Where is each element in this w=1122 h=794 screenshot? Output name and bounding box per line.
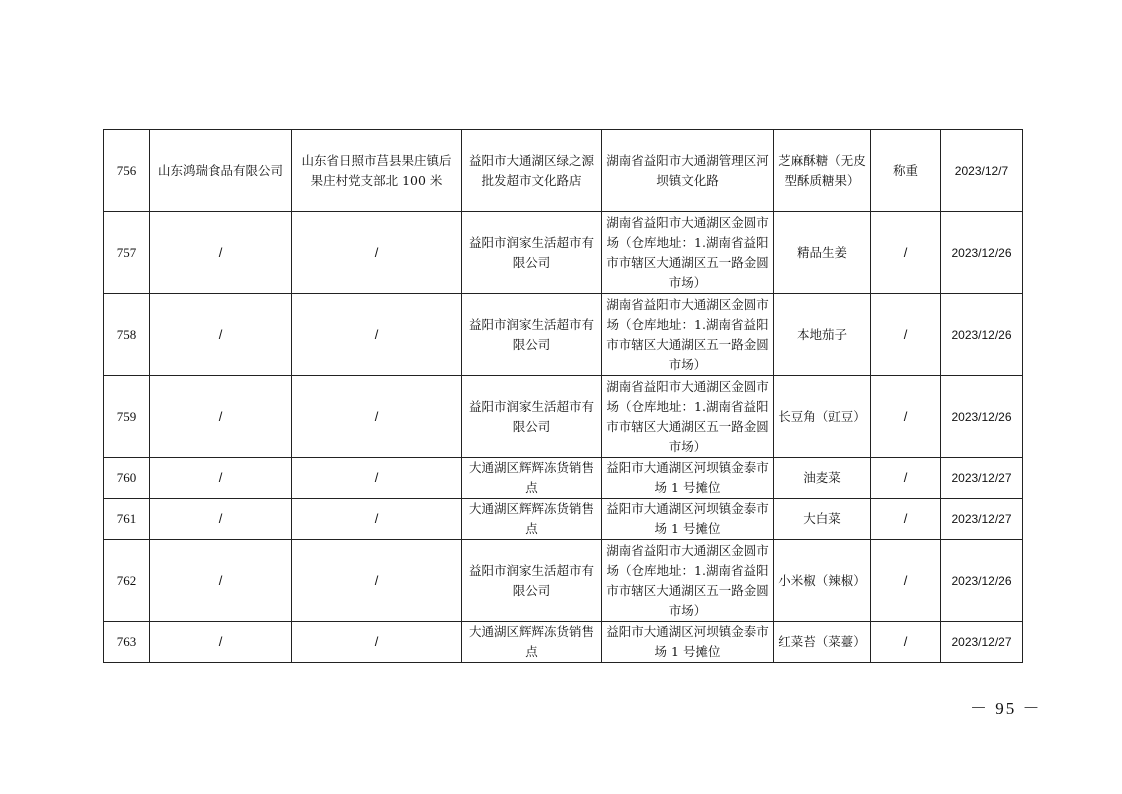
spec-cell: / [871, 540, 941, 622]
producer-name-cell: / [150, 540, 292, 622]
date-cell: 2023/12/27 [941, 499, 1023, 540]
product-name-cell: 油麦菜 [774, 458, 871, 499]
date-cell: 2023/12/26 [941, 540, 1023, 622]
seller-address-cell: 湖南省益阳市大通湖管理区河坝镇文化路 [602, 130, 774, 212]
table-row [104, 294, 1023, 376]
date-cell: 2023/12/27 [941, 622, 1023, 663]
seller-name-cell: 大通湖区辉辉冻货销售点 [462, 622, 602, 663]
table-row [104, 130, 1023, 212]
date-cell: 2023/12/26 [941, 212, 1023, 294]
seller-name-cell: 益阳市润家生活超市有限公司 [462, 540, 602, 622]
product-name-cell: 大白菜 [774, 499, 871, 540]
table-row [104, 540, 1023, 622]
producer-address-cell: / [292, 294, 462, 376]
table-row [104, 622, 1023, 663]
producer-name-cell: / [150, 294, 292, 376]
seller-address-cell: 湖南省益阳市大通湖区金圆市场（仓库地址：1.湖南省益阳市市辖区大通湖区五一路金圆市场） [602, 294, 774, 376]
row-number-cell: 759 [104, 376, 150, 458]
seller-name-cell: 大通湖区辉辉冻货销售点 [462, 499, 602, 540]
sampling-table [103, 129, 1023, 663]
seller-name-cell: 益阳市大通湖区绿之源批发超市文化路店 [462, 130, 602, 212]
table-row [104, 376, 1023, 458]
seller-name-cell: 大通湖区辉辉冻货销售点 [462, 458, 602, 499]
product-name-cell: 本地茄子 [774, 294, 871, 376]
producer-address-cell: / [292, 458, 462, 499]
producer-name-cell: / [150, 499, 292, 540]
seller-address-cell: 湖南省益阳市大通湖区金圆市场（仓库地址：1.湖南省益阳市市辖区大通湖区五一路金圆市场） [602, 212, 774, 294]
producer-name-cell: / [150, 376, 292, 458]
product-name-cell: 长豆角（豇豆） [774, 376, 871, 458]
producer-address-cell: / [292, 376, 462, 458]
seller-address-cell: 湖南省益阳市大通湖区金圆市场（仓库地址：1.湖南省益阳市市辖区大通湖区五一路金圆市场） [602, 376, 774, 458]
spec-cell: / [871, 499, 941, 540]
date-cell: 2023/12/27 [941, 458, 1023, 499]
spec-cell: / [871, 376, 941, 458]
producer-address-cell: / [292, 540, 462, 622]
date-cell: 2023/12/26 [941, 376, 1023, 458]
producer-address-cell: / [292, 499, 462, 540]
producer-address-cell: 山东省日照市莒县果庄镇后果庄村党支部北 100 米 [292, 130, 462, 212]
producer-name-cell: / [150, 212, 292, 294]
table-row [104, 458, 1023, 499]
table-row [104, 499, 1023, 540]
product-name-cell: 小米椒（辣椒） [774, 540, 871, 622]
row-number-cell: 758 [104, 294, 150, 376]
product-name-cell: 红菜苔（菜薹） [774, 622, 871, 663]
producer-name-cell: / [150, 458, 292, 499]
spec-cell: 称重 [871, 130, 941, 212]
producer-name-cell: 山东鸿瑞食品有限公司 [150, 130, 292, 212]
spec-cell: / [871, 458, 941, 499]
row-number-cell: 757 [104, 212, 150, 294]
page-number: － 95 － [970, 699, 1042, 718]
product-name-cell: 芝麻酥糖（无皮型酥质糖果） [774, 130, 871, 212]
seller-address-cell: 益阳市大通湖区河坝镇金泰市场 1 号摊位 [602, 458, 774, 499]
spec-cell: / [871, 294, 941, 376]
row-number-cell: 760 [104, 458, 150, 499]
seller-name-cell: 益阳市润家生活超市有限公司 [462, 294, 602, 376]
row-number-cell: 761 [104, 499, 150, 540]
seller-name-cell: 益阳市润家生活超市有限公司 [462, 212, 602, 294]
seller-address-cell: 益阳市大通湖区河坝镇金泰市场 1 号摊位 [602, 499, 774, 540]
seller-address-cell: 湖南省益阳市大通湖区金圆市场（仓库地址：1.湖南省益阳市市辖区大通湖区五一路金圆市场） [602, 540, 774, 622]
producer-name-cell: / [150, 622, 292, 663]
seller-address-cell: 益阳市大通湖区河坝镇金泰市场 1 号摊位 [602, 622, 774, 663]
product-name-cell: 精品生姜 [774, 212, 871, 294]
date-cell: 2023/12/26 [941, 294, 1023, 376]
producer-address-cell: / [292, 622, 462, 663]
table-row [104, 212, 1023, 294]
spec-cell: / [871, 212, 941, 294]
date-cell: 2023/12/7 [941, 130, 1023, 212]
row-number-cell: 756 [104, 130, 150, 212]
spec-cell: / [871, 622, 941, 663]
row-number-cell: 763 [104, 622, 150, 663]
seller-name-cell: 益阳市润家生活超市有限公司 [462, 376, 602, 458]
producer-address-cell: / [292, 212, 462, 294]
row-number-cell: 762 [104, 540, 150, 622]
